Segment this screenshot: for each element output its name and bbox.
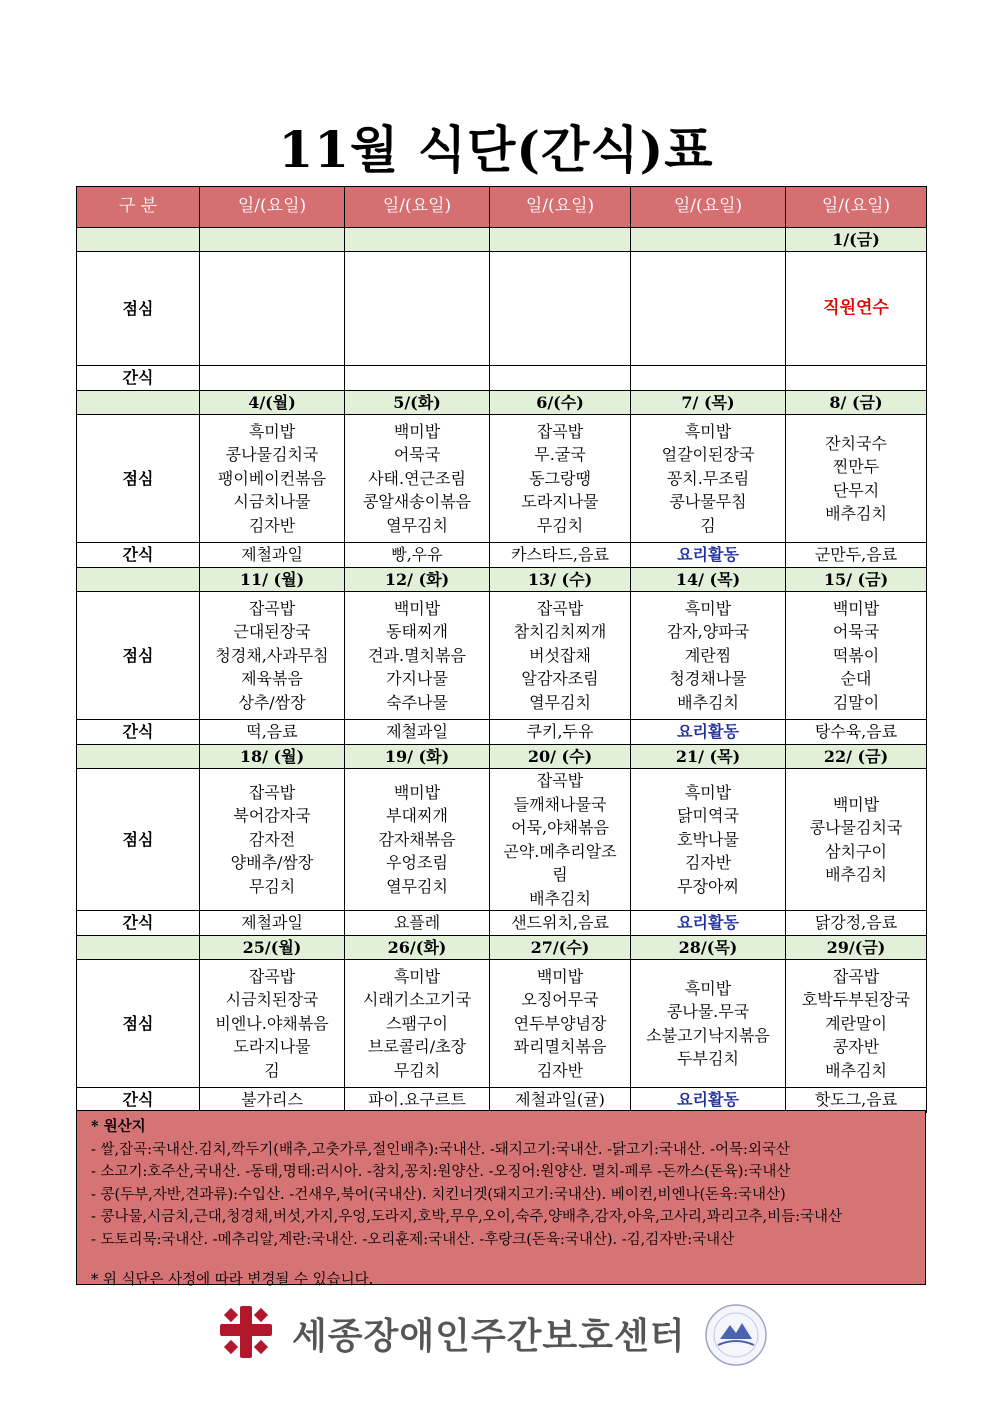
menu-item: 백미밥 bbox=[393, 782, 441, 802]
origin-info bbox=[76, 1110, 926, 1288]
menu-item: 잡곡밥 bbox=[536, 771, 584, 790]
date-cell bbox=[490, 228, 631, 252]
snack-cell: 요리활동 bbox=[631, 1088, 786, 1113]
date-row bbox=[77, 568, 927, 592]
menu-item: 무김치 bbox=[248, 876, 296, 896]
menu-item: 시금치나물 bbox=[233, 492, 311, 512]
menu-item: 백미밥 bbox=[393, 598, 441, 618]
origin-heading: * 원산지 bbox=[91, 1118, 146, 1135]
menu-item: 양배추/쌈장 bbox=[230, 853, 314, 873]
date-row-label bbox=[77, 391, 200, 415]
lunch-cell bbox=[200, 592, 345, 720]
menu-item: 가지나물 bbox=[386, 669, 448, 689]
menu-item: 호박두부된장국 bbox=[801, 990, 911, 1010]
menu-item: 김 bbox=[264, 1060, 280, 1080]
lunch-cell bbox=[200, 960, 345, 1088]
menu-item: 감자전 bbox=[248, 829, 296, 849]
lunch-row bbox=[77, 592, 927, 720]
date-cell: 5/(화) bbox=[345, 391, 490, 415]
menu-item: 닭미역국 bbox=[677, 806, 739, 826]
lunch-cell bbox=[786, 592, 927, 720]
lunch-label: 점심 bbox=[77, 769, 200, 911]
menu-item: 무.굴국 bbox=[534, 445, 586, 465]
menu-item: 도라지나물 bbox=[233, 1037, 311, 1057]
date-row bbox=[77, 745, 927, 769]
menu-item: 찐만두 bbox=[832, 457, 880, 476]
menu-item: 알감자조림 bbox=[521, 669, 599, 689]
menu-item: 흑미밥 bbox=[684, 782, 732, 802]
snack-cell bbox=[200, 366, 345, 391]
date-cell: 1/(금) bbox=[786, 228, 927, 252]
menu-item: 흑미밥 bbox=[393, 966, 441, 986]
date-cell: 19/ (화) bbox=[345, 745, 490, 769]
menu-item: 콩자반 bbox=[832, 1037, 880, 1057]
header-day: 일/(요일) bbox=[786, 187, 927, 228]
menu-item: 들깨채나물국 bbox=[513, 794, 607, 814]
date-cell: 29/(금) bbox=[786, 936, 927, 960]
lunch-cell bbox=[631, 960, 786, 1088]
menu-item: 청경채,사과무침 bbox=[215, 645, 329, 665]
date-cell: 20/ (수) bbox=[490, 745, 631, 769]
header-row bbox=[77, 187, 927, 228]
menu-item: 동그랑땡 bbox=[529, 468, 591, 488]
menu-item: 잡곡밥 bbox=[248, 598, 296, 618]
menu-item: 근대된장국 bbox=[233, 622, 311, 642]
city-seal-icon bbox=[704, 1303, 768, 1367]
menu-item: 떡볶이 bbox=[832, 645, 880, 665]
menu-item: 단무지 bbox=[832, 480, 880, 500]
lunch-cell bbox=[200, 252, 345, 366]
menu-item: 도라지나물 bbox=[521, 492, 599, 512]
menu-item: 무장아찌 bbox=[677, 876, 739, 896]
menu-item: 어묵국 bbox=[832, 622, 880, 642]
snack-cell: 파이.요구르트 bbox=[345, 1088, 490, 1113]
date-row bbox=[77, 936, 927, 960]
snack-row bbox=[77, 366, 927, 391]
menu-item: 콩나물김치국 bbox=[809, 818, 903, 837]
menu-item: 잡곡밥 bbox=[248, 782, 296, 802]
menu-item: 흑미밥 bbox=[684, 978, 732, 998]
menu-item: 김자반 bbox=[536, 1060, 584, 1080]
menu-item: 부대찌개 bbox=[386, 806, 448, 826]
lunch-label: 점심 bbox=[77, 252, 200, 366]
origin-line: - 도토리묵:국내산. -메추리알,계란:국내산. -오리훈제:국내산. -후랑크(돈육:국내산). -김,김자반:국내산 bbox=[91, 1231, 735, 1248]
menu-item: 두부김치 bbox=[677, 1049, 739, 1068]
snack-cell: 떡,음료 bbox=[200, 720, 345, 745]
menu-item: 잔치국수 bbox=[825, 433, 887, 453]
snack-cell: 핫도그,음료 bbox=[786, 1088, 927, 1113]
snack-cell bbox=[631, 366, 786, 391]
menu-item: 시래기소고기국 bbox=[362, 990, 472, 1010]
menu-item: 어묵국 bbox=[393, 445, 441, 465]
lunch-label: 점심 bbox=[77, 415, 200, 543]
header-category: 구 분 bbox=[77, 187, 200, 228]
menu-item: 콩나물김치국 bbox=[225, 445, 319, 465]
menu-item: 열무김치 bbox=[386, 876, 448, 896]
menu-item: 우엉조림 bbox=[386, 853, 448, 873]
menu-item: 곤약.메추리알조 bbox=[503, 841, 617, 861]
origin-line: - 콩나물,시금치,근대,청경채,버섯,가지,우엉,도라지,호박,무우,오이,숙주,양배추,감자,아욱,고사리,꽈리고추,비듬:국내산 bbox=[91, 1209, 843, 1225]
date-row-label bbox=[77, 745, 200, 769]
snack-cell: 요리활동 bbox=[631, 543, 786, 568]
menu-item: 상추/쌈장 bbox=[238, 692, 306, 712]
menu-item: 사태.연근조림 bbox=[368, 468, 466, 488]
menu-item: 제육볶음 bbox=[241, 669, 303, 689]
menu-item: 김 bbox=[700, 515, 716, 535]
origin-line: - 소고기:호주산,국내산. -동태,명태:러시아. -참치,꽁치:원양산. -오징어:원양산. 멸치-페루 -돈까스(돈육):국내산 bbox=[91, 1164, 791, 1180]
page-title: 11월 식단(간식)표 bbox=[278, 120, 714, 179]
lunch-cell bbox=[631, 769, 786, 911]
menu-item: 순대 bbox=[840, 669, 872, 689]
menu-item: 버섯잡채 bbox=[529, 645, 591, 665]
date-row bbox=[77, 391, 927, 415]
snack-cell: 군만두,음료 bbox=[786, 543, 927, 568]
header-day: 일/(요일) bbox=[200, 187, 345, 228]
lunch-cell bbox=[786, 960, 927, 1088]
menu-item: 동태찌개 bbox=[386, 622, 448, 642]
menu-item: 계란찜 bbox=[684, 645, 732, 665]
lunch-cell bbox=[490, 769, 631, 911]
lunch-cell bbox=[490, 415, 631, 543]
snack-cell: 샌드위치,음료 bbox=[490, 911, 631, 936]
date-cell bbox=[345, 228, 490, 252]
date-cell: 18/ (월) bbox=[200, 745, 345, 769]
date-cell: 21/ (목) bbox=[631, 745, 786, 769]
menu-item: 잡곡밥 bbox=[248, 966, 296, 986]
origin-line: - 쌀,잡곡:국내산.김치,깍두기(배추,고춧가루,절인배추):국내산. -돼지고기:국내산. -닭고기:국내산. -어묵:외국산 bbox=[91, 1141, 790, 1158]
menu-item: 팽이베이컨볶음 bbox=[217, 468, 327, 488]
lunch-cell bbox=[345, 252, 490, 366]
menu-item: 콩나물.무국 bbox=[666, 1002, 750, 1021]
lunch-cell bbox=[345, 960, 490, 1088]
lunch-cell bbox=[200, 415, 345, 543]
menu-item: 연두부양념장 bbox=[513, 1013, 607, 1033]
menu-item: 어묵,야채볶음 bbox=[511, 818, 609, 837]
date-cell bbox=[631, 228, 786, 252]
lunch-row bbox=[77, 252, 927, 366]
menu-item: 흑미밥 bbox=[684, 598, 732, 618]
menu-item: 잡곡밥 bbox=[832, 966, 880, 986]
menu-item: 호박나물 bbox=[677, 829, 739, 849]
snack-label: 간식 bbox=[77, 543, 200, 568]
header-day: 일/(요일) bbox=[490, 187, 631, 228]
snack-row bbox=[77, 1088, 927, 1113]
lunch-cell bbox=[490, 960, 631, 1088]
lunch-cell bbox=[786, 769, 927, 911]
menu-item: 흑미밥 bbox=[248, 421, 296, 441]
header-day: 일/(요일) bbox=[631, 187, 786, 228]
menu-item: 직원연수 bbox=[823, 297, 889, 318]
date-row-label bbox=[77, 936, 200, 960]
menu-item: 열무김치 bbox=[386, 515, 448, 535]
origin-line: - 콩(두부,자반,견과류):수입산. -건새우,북어(국내산). 치킨너겟(돼지고기:국내산). 베이컨,비엔나(돈육:국내산) bbox=[91, 1186, 786, 1203]
date-cell: 14/ (목) bbox=[631, 568, 786, 592]
menu-item: 감자,양파국 bbox=[666, 622, 750, 642]
snack-row bbox=[77, 543, 927, 568]
menu-item: 꽈리멸치볶음 bbox=[513, 1037, 607, 1057]
snack-label: 간식 bbox=[77, 720, 200, 745]
snack-cell: 빵,우유 bbox=[345, 543, 490, 568]
lunch-cell bbox=[631, 592, 786, 720]
lunch-label: 점심 bbox=[77, 960, 200, 1088]
menu-item: 잡곡밥 bbox=[536, 421, 584, 441]
date-cell: 28/(목) bbox=[631, 936, 786, 960]
menu-item: 오징어무국 bbox=[521, 990, 599, 1010]
date-cell: 12/ (화) bbox=[345, 568, 490, 592]
lunch-label: 점심 bbox=[77, 592, 200, 720]
snack-cell: 제철과일 bbox=[200, 543, 345, 568]
snack-cell: 요플레 bbox=[345, 911, 490, 936]
lunch-cell bbox=[200, 769, 345, 911]
lunch-cell bbox=[345, 415, 490, 543]
snack-cell: 탕수육,음료 bbox=[786, 720, 927, 745]
menu-item: 삼치구이 bbox=[825, 841, 887, 861]
snack-cell: 닭강정,음료 bbox=[786, 911, 927, 936]
menu-item: 열무김치 bbox=[529, 692, 591, 712]
menu-item: 콩나물무침 bbox=[669, 492, 747, 512]
menu-item: 배추김치 bbox=[529, 888, 591, 908]
menu-item: 청경채나물 bbox=[669, 669, 747, 689]
menu-item: 숙주나물 bbox=[386, 692, 448, 712]
date-cell: 13/ (수) bbox=[490, 568, 631, 592]
date-cell: 11/ (월) bbox=[200, 568, 345, 592]
menu-item: 잡곡밥 bbox=[536, 598, 584, 618]
date-cell: 7/ (목) bbox=[631, 391, 786, 415]
menu-item: 비엔나.야채볶음 bbox=[215, 1013, 329, 1033]
snack-cell bbox=[786, 366, 927, 391]
snack-cell: 요리활동 bbox=[631, 911, 786, 936]
date-cell: 27/(수) bbox=[490, 936, 631, 960]
menu-item: 북어감자국 bbox=[233, 806, 311, 826]
date-cell: 15/ (금) bbox=[786, 568, 927, 592]
menu-item: 견과.멸치볶음 bbox=[368, 645, 466, 665]
menu-item: 김자반 bbox=[248, 515, 296, 535]
menu-item: 배추김치 bbox=[825, 1060, 887, 1080]
lunch-cell bbox=[345, 592, 490, 720]
menu-item: 시금치된장국 bbox=[225, 990, 319, 1010]
lunch-cell bbox=[786, 252, 927, 366]
snack-label: 간식 bbox=[77, 366, 200, 391]
date-cell: 26/(화) bbox=[345, 936, 490, 960]
snack-cell: 불가리스 bbox=[200, 1088, 345, 1113]
menu-item: 무김치 bbox=[393, 1060, 441, 1080]
menu-item: 배추김치 bbox=[825, 504, 887, 523]
date-row-label bbox=[77, 568, 200, 592]
menu-item: 림 bbox=[552, 865, 568, 884]
snack-label: 간식 bbox=[77, 911, 200, 936]
menu-item: 백미밥 bbox=[536, 966, 584, 986]
change-notice: * 위 식단은 사정에 따라 변경될 수 있습니다. bbox=[91, 1272, 374, 1288]
snack-cell: 제철과일(귤) bbox=[490, 1088, 631, 1113]
menu-item: 배추김치 bbox=[677, 692, 739, 712]
lunch-row bbox=[77, 960, 927, 1088]
snack-cell: 제철과일 bbox=[200, 911, 345, 936]
date-cell: 4/(월) bbox=[200, 391, 345, 415]
snack-cell bbox=[490, 366, 631, 391]
menu-table bbox=[76, 186, 927, 1113]
date-cell: 22/ (금) bbox=[786, 745, 927, 769]
lunch-row bbox=[77, 769, 927, 911]
menu-item: 김말이 bbox=[832, 692, 880, 712]
date-cell: 25/(월) bbox=[200, 936, 345, 960]
lunch-cell bbox=[490, 252, 631, 366]
menu-item: 감자채볶음 bbox=[378, 829, 456, 849]
menu-item: 소불고기낙지볶음 bbox=[646, 1025, 770, 1045]
menu-item: 무김치 bbox=[536, 515, 584, 535]
menu-item: 백미밥 bbox=[832, 794, 880, 814]
lunch-row bbox=[77, 415, 927, 543]
date-cell bbox=[200, 228, 345, 252]
snack-row bbox=[77, 720, 927, 745]
lunch-cell bbox=[490, 592, 631, 720]
center-name: 세종장애인주간보호센터 bbox=[292, 1316, 686, 1357]
menu-item: 백미밥 bbox=[832, 598, 880, 618]
menu-item: 꽁치.무조림 bbox=[666, 468, 750, 488]
date-cell: 8/ (금) bbox=[786, 391, 927, 415]
date-cell: 6/(수) bbox=[490, 391, 631, 415]
center-logo-icon bbox=[218, 1304, 274, 1360]
lunch-cell bbox=[631, 252, 786, 366]
lunch-cell bbox=[631, 415, 786, 543]
menu-item: 계란말이 bbox=[825, 1013, 887, 1033]
menu-item: 배추김치 bbox=[825, 865, 887, 884]
lunch-cell bbox=[786, 415, 927, 543]
snack-cell: 제철과일 bbox=[345, 720, 490, 745]
date-row bbox=[77, 228, 927, 252]
snack-cell bbox=[345, 366, 490, 391]
menu-item: 흑미밥 bbox=[684, 421, 732, 441]
snack-cell: 카스타드,음료 bbox=[490, 543, 631, 568]
menu-item: 참치김치찌개 bbox=[513, 622, 607, 642]
menu-item: 콩알새송이볶음 bbox=[362, 492, 472, 512]
date-row-label bbox=[77, 228, 200, 252]
snack-cell: 쿠키,두유 bbox=[490, 720, 631, 745]
snack-cell: 요리활동 bbox=[631, 720, 786, 745]
snack-row bbox=[77, 911, 927, 936]
menu-item: 백미밥 bbox=[393, 421, 441, 441]
snack-label: 간식 bbox=[77, 1088, 200, 1113]
header-day: 일/(요일) bbox=[345, 187, 490, 228]
menu-body bbox=[77, 228, 927, 1113]
menu-item: 김자반 bbox=[684, 853, 732, 873]
menu-item: 브로콜리/초장 bbox=[367, 1037, 467, 1057]
lunch-cell bbox=[345, 769, 490, 911]
menu-item: 스팸구이 bbox=[386, 1013, 448, 1033]
menu-item: 얼갈이된장국 bbox=[661, 445, 755, 465]
